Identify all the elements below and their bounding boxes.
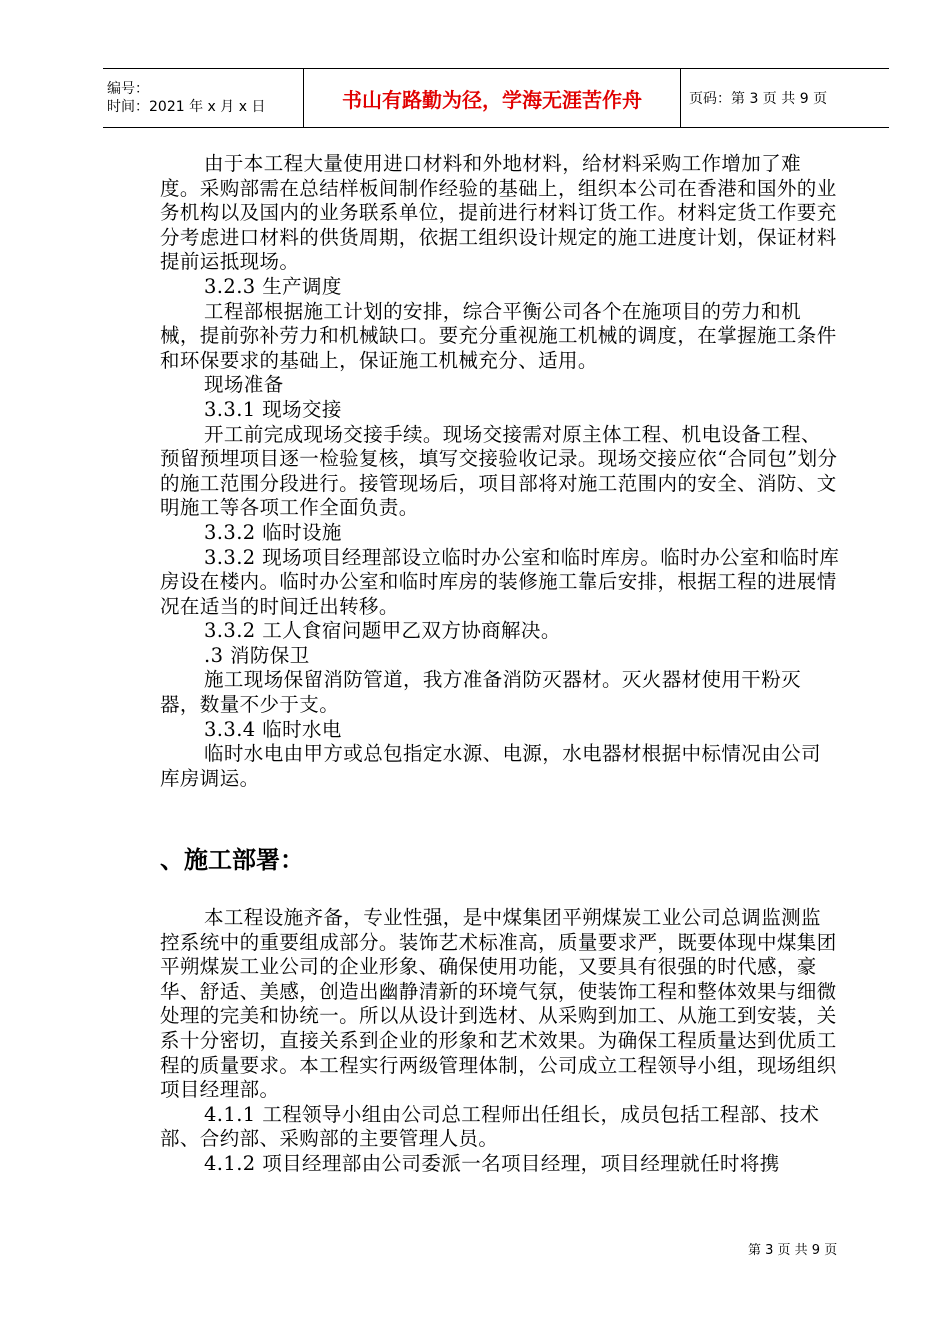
subheading: 3.2.3 生产调度 — [204, 274, 342, 298]
subheading: 3.3.1 现场交接 — [204, 397, 342, 421]
paragraph: 施工现场保留消防管道，我方准备消防灭器材。灭火器材使用干粉灭器，数量不少于支。 — [160, 668, 802, 717]
body-section-1 — [160, 152, 840, 791]
number-label: 编号： — [107, 81, 149, 97]
subheading: 现场准备 — [204, 373, 284, 397]
paragraph: 开工前完成现场交接手续。现场交接需对原主体工程、机电设备工程、预留预埋项目逐一检验复核，填写交接验收记录。现场交接应依“合同包”划分的施工范围分段进行。接管现场后，项目部将对施工范围内的安全、消防、文明施工等各项工作全面负责。 — [160, 422, 838, 520]
date-label: 时间：2021 年 x 月 x 日 — [107, 99, 266, 115]
paragraph: 本工程设施齐备，专业性强，是中煤集团平朔煤炭工业公司总调监测监控系统中的重要组成部分。装饰艺术标准高，质量要求严，既要体现中煤集团平朔煤炭工业公司的企业形象、确保使用功能，又要具有很强的时代感，豪华、舒适、美感，创造出幽静清新的环境气氛，使装饰工程和整体效果与细微处理的完美和协统一。所以从设计到选材、从采购到加工、从施工到安装，关系十分密切，直接关系到企业的形象和艺术效果。为确保工程质量达到优质工程的质量要求。本工程实行两级管理体制，公司成立工程领导小组，现场组织项目经理部。 — [160, 906, 837, 1102]
subheading: 3.3.4 临时水电 — [204, 717, 342, 741]
paragraph: 临时水电由甲方或总包指定水源、电源，水电器材根据中标情况由公司库房调运。 — [160, 742, 821, 790]
paragraph: 工程部根据施工计划的安排，综合平衡公司各个在施项目的劳力和机械，提前弥补劳力和机械缺口。要充分重视施工机械的调度，在掌握施工条件和环保要求的基础上，保证施工机械充分、适用。 — [160, 299, 837, 372]
body-section-2 — [160, 906, 840, 1177]
subheading: 3.3.2 临时设施 — [204, 520, 342, 544]
page-header — [103, 68, 889, 128]
page-footer: 第 3 页 共 9 页 — [748, 1243, 838, 1258]
paragraph: 由于本工程大量使用进口材料和外地材料，给材料采购工作增加了难度。采购部需在总结样板间制作经验的基础上，组织本公司在香港和国外的业务机构以及国内的业务联系单位，提前进行材料订货工作。材料定货工作要充分考虑进口材料的供货周期，依据工组织设计规定的施工进度计划，保证材料提前运抵现场。 — [160, 152, 837, 274]
subheading: 3.3.2 工人食宿问题甲乙双方协商解决。 — [204, 619, 561, 643]
paragraph: 4.1.2 项目经理部由公司委派一名项目经理，项目经理就任时将携 — [204, 1151, 780, 1175]
paragraph: 3.3.2 现场项目经理部设立临时办公室和临时库房。临时办公室和临时库房设在楼内。临时办公室和临时库房的装修施工靠后安排，根据工程的进展情况在适当的时间迁出转移。 — [160, 545, 840, 618]
paragraph: 4.1.1 工程领导小组由公司总工程师出任组长，成员包括工程部、技术部、合约部、采购部的主要管理人员。 — [160, 1102, 820, 1151]
subheading: .3 消防保卫 — [204, 643, 310, 667]
section-heading: 、施工部署： — [160, 846, 304, 874]
header-motto: 书山有路勤为径，学海无涯苦作舟 — [304, 69, 681, 127]
header-meta — [103, 69, 304, 127]
header-page-label: 页码：第 3 页 共 9 页 — [689, 91, 828, 107]
